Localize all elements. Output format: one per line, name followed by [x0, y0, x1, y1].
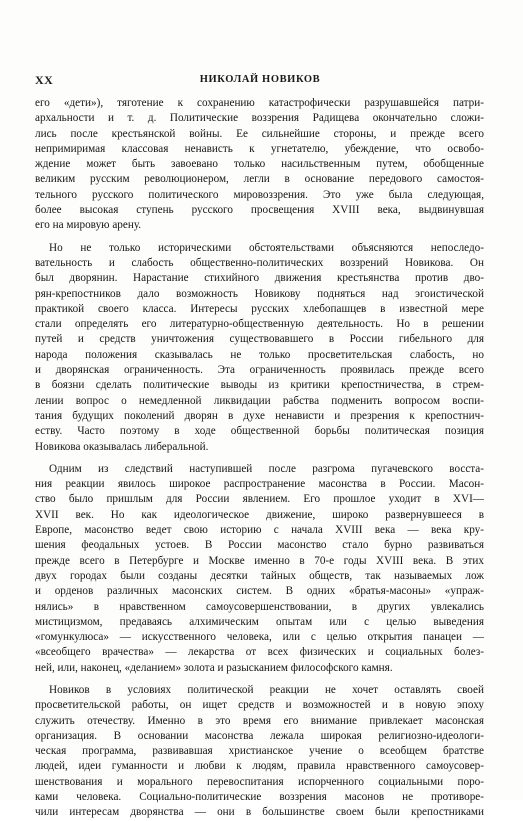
text-line: еству. Часто поэтому в ходе общественной борьбы политическая позиция	[35, 425, 484, 438]
text-line: «всеобщего врачества» — лекарства от всех физических и социальных болез-	[35, 646, 484, 659]
text-line: ками человека. Социально-политические воззрения масонов не противоре-	[35, 791, 484, 804]
text-line: и орденов различных масонских систем. В одних «братья-масоны» «упраж-	[35, 585, 484, 598]
text-line: нялись» в нравственном самоусовершенствовании, в других увлекались	[35, 600, 484, 613]
text-line: организация. В основании масонства лежала широкая религиозно-идеологи-	[35, 729, 484, 742]
text-line: был дворянин. Нарастание стихийного движения крестьянства против дво-	[35, 272, 484, 285]
text-line: более высокая ступень русского просвещения XVIII века, выдвинувшая	[35, 204, 484, 217]
text-line: Европе, масонство ведет свою историю с начала XVIII века — века кру-	[35, 524, 484, 537]
text-line: ство было пришлым для России явлением. Его прошлое уходит в XVI—	[35, 493, 484, 506]
text-line: просветительской работы, он ищет средств и возможностей и в новую эпоху	[35, 699, 484, 712]
page-number: XX	[35, 73, 54, 87]
text-line: народа положения сказывалась не только просветительская слабость, но	[35, 348, 484, 361]
text-line: непримиримая классовая ненависть к угнетателю, убеждение, что освобо-	[35, 142, 484, 155]
text-line: шения феодальных устоев. В России масонство стало бурно развиваться	[35, 539, 484, 552]
running-title: НИКОЛАЙ НОВИКОВ	[199, 74, 321, 85]
text-line: его на мировую арену.	[35, 219, 142, 232]
text-line: лении вопрос о немедленной ликвидации рабства подменить вопросом воспи-	[35, 394, 484, 407]
text-line: архальности и т. д. Политические воззрения Радищева окончательно сложи-	[35, 112, 484, 125]
text-line: рян-крепостников дало возможность Новикову подняться над эгоистической	[35, 287, 484, 300]
text-line: ческая программа, развивавшая христианское учение о всеобщем братстве	[35, 745, 484, 758]
text-line: вательность и слабость общественно-политических воззрений Новикова. Он	[35, 256, 484, 269]
text-line: людей, идеи гуманности и любви к людям, правила нравственного самоусовер-	[35, 760, 484, 773]
text-line: и дворянская ограниченность. Эта ограниченность проявилась прежде всего	[35, 364, 484, 377]
text-line: стали определять его литературно-общественную деятельность. Но в решении	[35, 318, 484, 331]
text-line: Новиков в условиях политической реакции не хочет оставлять своей	[49, 683, 484, 696]
text-line: Новикова оказывалась либеральной.	[35, 440, 209, 453]
text-line: XVII век. Но как идеологическое движение, широко развернувшееся в	[35, 508, 484, 521]
text-line: мистицизмом, предаваясь алхимическим опытам или с целью выведения	[35, 615, 484, 628]
text-line: двух городах были созданы десятки тайных обществ, так называемых лож	[35, 569, 484, 582]
paragraph	[35, 683, 484, 821]
paragraph	[35, 241, 484, 455]
text-line: ния реакции явилось широкое распространение масонства в России. Масон-	[35, 478, 484, 491]
text-line: великим русским революционером, легли в основание передового самостоя-	[35, 173, 484, 186]
running-head	[35, 73, 485, 87]
text-line: тания будущих поколений дворян в духе ненависти и презрения к крепостнич-	[35, 409, 484, 422]
text-line: практикой своего класса. Интересы русских хлебопашцев в известной мере	[35, 302, 484, 315]
text-line: «гомункулюса» — искусственного человека, или с целью открытия панацеи —	[35, 631, 484, 644]
text-line: тельного русского политического мировоззрения. Это уже была следующая,	[35, 188, 484, 201]
text-line: ней, или, наконец, «деланием» золота и разысканием философского камня.	[35, 661, 393, 674]
text-line: Но не только историческими обстоятельствами объясняются непоследо-	[49, 241, 484, 254]
text-line: в боязни сделать политические выводы из критики крепостничества, в стрем-	[35, 379, 484, 392]
paragraph	[35, 462, 484, 676]
body-text	[35, 96, 484, 821]
text-line: лись после крестьянской войны. Ее сильнейшие стороны, и прежде всего	[35, 127, 484, 140]
text-line: чили интересам дворянства — они в большинстве своем были крепостниками	[35, 806, 484, 819]
text-line: путей и средств уничтожения существовавшего в России гибельного для	[35, 333, 484, 346]
text-line: ждение может быть завоевано только насильственным путем, обобщенные	[35, 158, 484, 171]
text-line: шенствования и морального перевоспитания испорченного социальными поро-	[35, 775, 484, 788]
paragraph	[35, 96, 484, 234]
text-line: его «дети»), тяготение к сохранению катастрофически разрушавшейся патри-	[35, 97, 484, 109]
text-line: Одним из следствий наступившей после разгрома пугачевского восста-	[49, 462, 484, 475]
text-line: служить отечеству. Именно в это время его внимание привлекает масонская	[35, 714, 484, 727]
text-line: прежде всего в Петербурге и Москве именно в 70-е годы XVIII века. В этих	[35, 554, 484, 567]
